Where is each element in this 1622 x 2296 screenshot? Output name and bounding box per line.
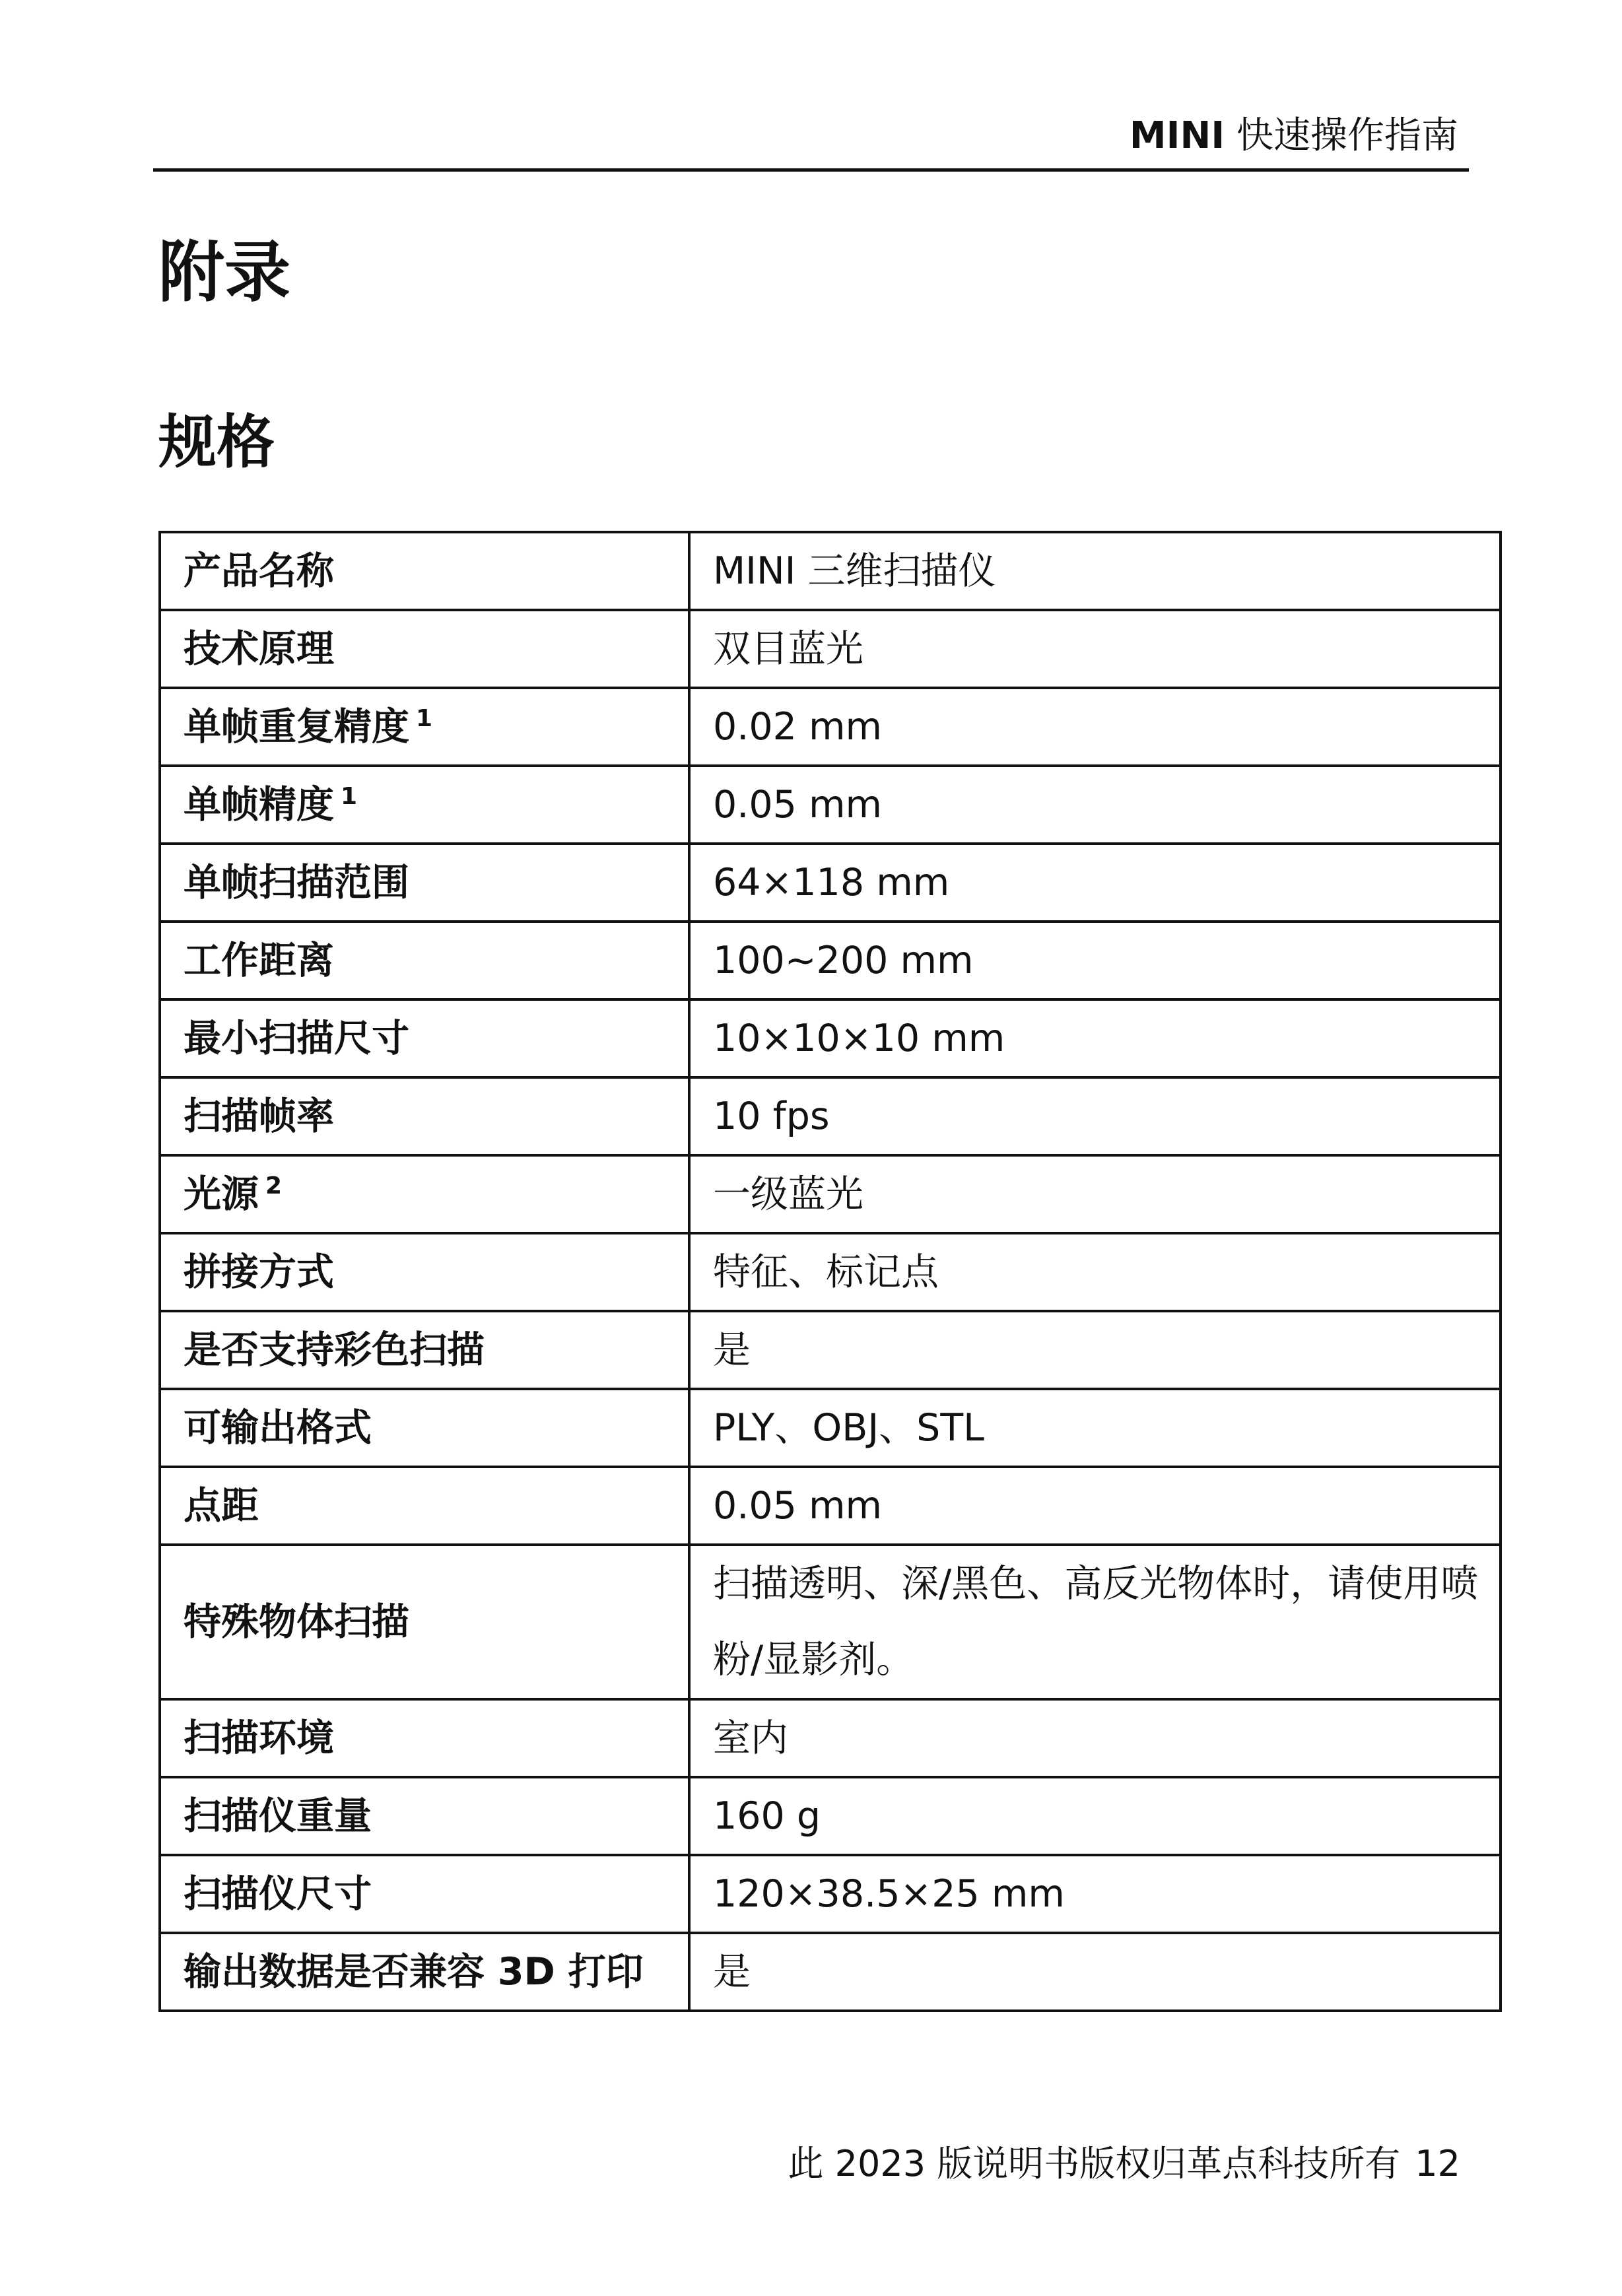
spec-label: 单帧扫描范围 — [184, 861, 409, 904]
footnote-marker: 2 — [265, 1172, 283, 1199]
spec-label: 光源 — [184, 1172, 259, 1216]
footnote-marker: 1 — [341, 783, 358, 810]
spec-value: 64×118 mm — [689, 844, 1501, 922]
spec-label-cell — [160, 1389, 689, 1467]
spec-value: 是 — [689, 1933, 1501, 2011]
spec-label: 拼接方式 — [184, 1250, 334, 1294]
copyright-notice: 此 2023 版说明书版权归革点科技所有 — [788, 2143, 1401, 2184]
spec-value: 100~200 mm — [689, 922, 1501, 999]
spec-label: 扫描帧率 — [184, 1095, 334, 1138]
header-guide-title: 快速操作指南 — [1236, 114, 1458, 157]
spec-heading: 规格 — [158, 408, 275, 476]
spec-row — [160, 766, 1501, 844]
spec-label-cell — [160, 844, 689, 922]
spec-label-cell — [160, 532, 689, 610]
spec-label: 扫描环境 — [184, 1716, 334, 1760]
spec-label-cell — [160, 766, 689, 844]
spec-label: 特殊物体扫描 — [184, 1600, 409, 1644]
spec-label: 技术原理 — [184, 627, 334, 671]
spec-value: 是 — [689, 1311, 1501, 1389]
spec-row — [160, 844, 1501, 922]
spec-label: 最小扫描尺寸 — [184, 1017, 409, 1060]
spec-label-cell — [160, 1545, 689, 1699]
spec-row — [160, 1155, 1501, 1233]
spec-label-cell — [160, 1467, 689, 1545]
page-number: 12 — [1415, 2143, 1460, 2184]
spec-label: 单帧重复精度 — [184, 705, 409, 749]
spec-row — [160, 1389, 1501, 1467]
spec-row — [160, 1077, 1501, 1155]
spec-value: 120×38.5×25 mm — [689, 1855, 1501, 1933]
spec-value: MINI 三维扫描仪 — [689, 532, 1501, 610]
spec-value: 10×10×10 mm — [689, 999, 1501, 1077]
spec-value: PLY、OBJ、STL — [689, 1389, 1501, 1467]
spec-label-cell — [160, 1311, 689, 1389]
spec-row — [160, 1545, 1501, 1699]
spec-row — [160, 1467, 1501, 1545]
spec-row — [160, 532, 1501, 610]
spec-label-cell — [160, 1777, 689, 1855]
spec-value: 0.05 mm — [689, 766, 1501, 844]
spec-label: 可输出格式 — [184, 1406, 372, 1450]
spec-value: 扫描透明、深/黑色、高反光物体时，请使用喷粉/显影剂。 — [689, 1545, 1501, 1699]
spec-label: 扫描仪尺寸 — [184, 1872, 372, 1916]
header-model-name: MINI — [1129, 114, 1225, 157]
spec-value: 10 fps — [689, 1077, 1501, 1155]
spec-table — [158, 531, 1502, 2012]
spec-label-cell — [160, 610, 689, 688]
spec-table-body — [160, 532, 1501, 2011]
spec-label: 产品名称 — [184, 549, 334, 593]
spec-row — [160, 1699, 1501, 1777]
spec-value: 特征、标记点 — [689, 1233, 1501, 1311]
spec-label: 是否支持彩色扫描 — [184, 1328, 485, 1372]
spec-value: 160 g — [689, 1777, 1501, 1855]
spec-label-cell — [160, 1233, 689, 1311]
page-footer — [788, 2138, 1460, 2190]
spec-label: 点距 — [184, 1484, 259, 1528]
spec-label: 输出数据是否兼容 3D 打印 — [184, 1950, 644, 1994]
spec-value: 双目蓝光 — [689, 610, 1501, 688]
spec-label: 工作距离 — [184, 939, 334, 982]
spec-label: 扫描仪重量 — [184, 1794, 372, 1838]
spec-value: 室内 — [689, 1699, 1501, 1777]
spec-label: 单帧精度 — [184, 783, 334, 827]
spec-row — [160, 999, 1501, 1077]
spec-label-cell — [160, 688, 689, 766]
spec-label-cell — [160, 1699, 689, 1777]
spec-label-cell — [160, 1855, 689, 1933]
spec-label-cell — [160, 999, 689, 1077]
spec-row — [160, 610, 1501, 688]
spec-row — [160, 1233, 1501, 1311]
spec-row — [160, 922, 1501, 999]
spec-row — [160, 1777, 1501, 1855]
footnote-marker: 1 — [416, 705, 433, 732]
spec-row — [160, 688, 1501, 766]
spec-row — [160, 1933, 1501, 2011]
document-header — [1130, 110, 1458, 162]
appendix-title: 附录 — [158, 234, 290, 311]
spec-label-cell — [160, 1155, 689, 1233]
spec-value: 0.05 mm — [689, 1467, 1501, 1545]
spec-value: 0.02 mm — [689, 688, 1501, 766]
spec-row — [160, 1855, 1501, 1933]
header-divider — [153, 168, 1469, 172]
spec-label-cell — [160, 1933, 689, 2011]
spec-label-cell — [160, 922, 689, 999]
spec-value: 一级蓝光 — [689, 1155, 1501, 1233]
spec-label-cell — [160, 1077, 689, 1155]
spec-row — [160, 1311, 1501, 1389]
